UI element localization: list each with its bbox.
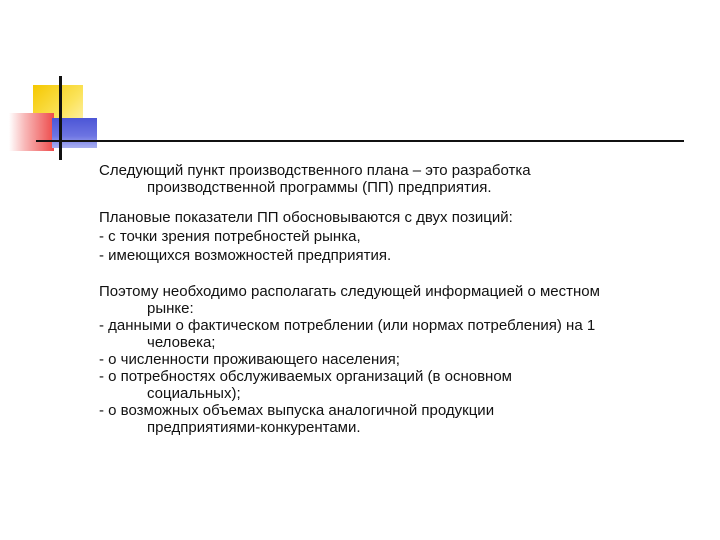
text-line: Плановые показатели ПП обосновываются с двух позиций: <box>99 209 513 226</box>
list-item: - о потребностях обслуживаемых организаций (в основном <box>99 368 512 385</box>
decor-vertical-line <box>59 76 62 160</box>
list-item-continuation: предприятиями-конкурентами. <box>147 419 361 436</box>
decor-red-square <box>9 113 54 151</box>
list-item: - имеющихся возможностей предприятия. <box>99 247 392 264</box>
text-line: Поэтому необходимо располагать следующей информацией о местном <box>99 283 600 300</box>
paragraph-planning-positions <box>99 208 699 265</box>
list-item-continuation: человека; <box>147 334 216 351</box>
text-line: рынке: <box>147 300 194 317</box>
slide-body <box>99 162 699 448</box>
list-item: - о возможных объемах выпуска аналогичной продукции <box>99 402 495 419</box>
text-line: производственной программы (ПП) предприятия. <box>147 179 492 196</box>
list-item-continuation: социальных); <box>147 385 241 402</box>
text-line: Следующий пункт производственного плана – это разработка <box>99 162 531 179</box>
list-item: - о численности проживающего населения; <box>99 351 400 368</box>
list-item: - данными о фактическом потреблении (или нормах потребления) на 1 <box>99 317 596 334</box>
decor-horizontal-line <box>36 140 684 142</box>
paragraph-market-information <box>99 283 699 436</box>
paragraph-production-program <box>99 162 699 196</box>
list-item: - с точки зрения потребностей рынка, <box>99 228 361 245</box>
